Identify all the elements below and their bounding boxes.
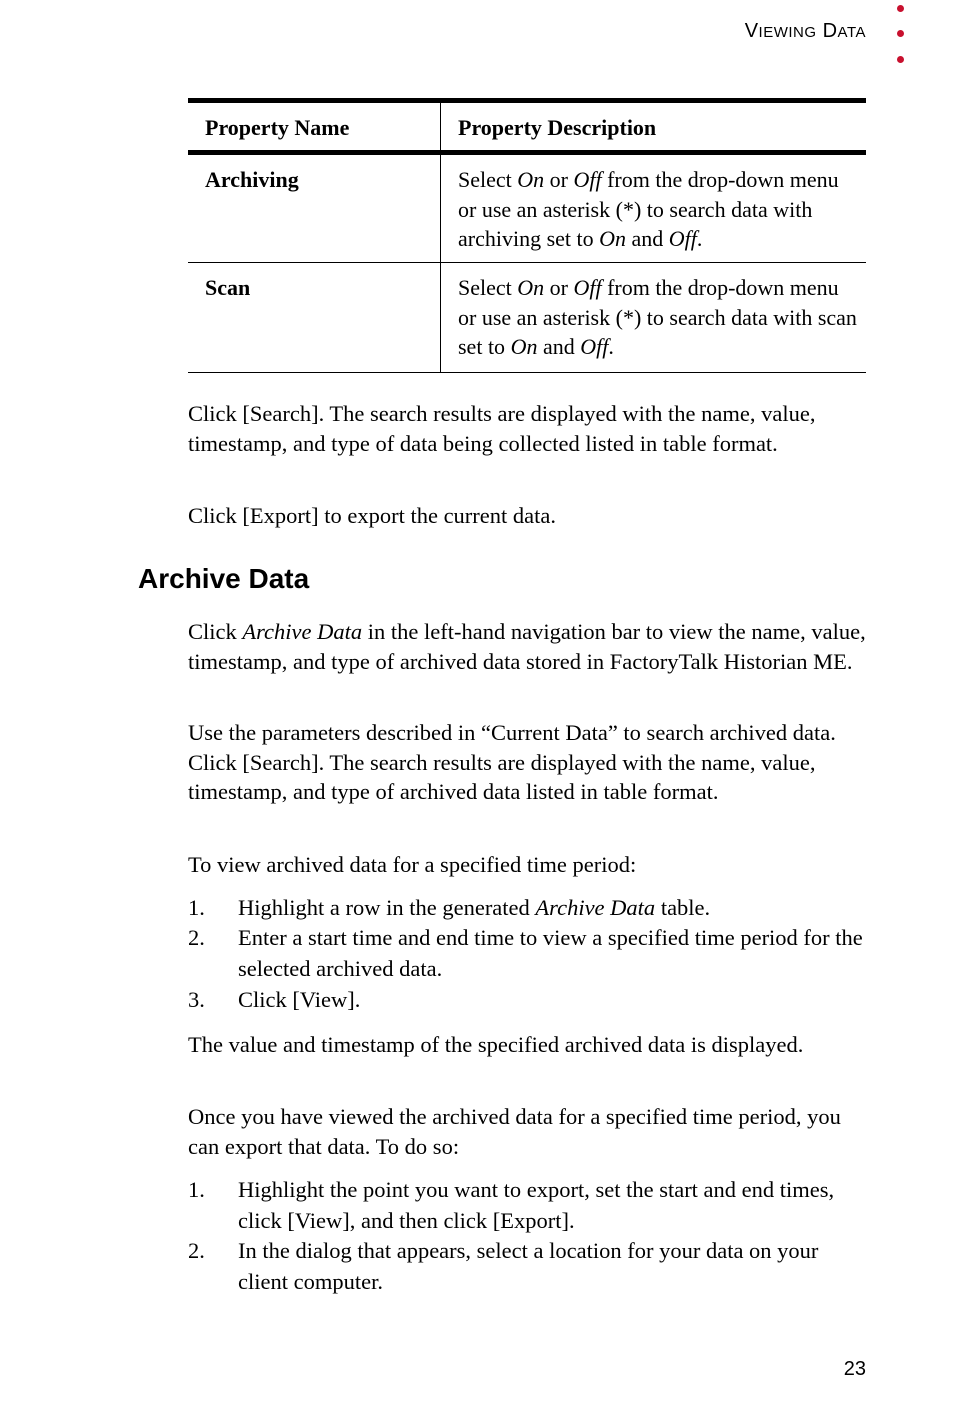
table-row bbox=[188, 153, 866, 263]
list-item: In the dialog that appears, select a location for your data on your client computer. bbox=[238, 1238, 819, 1294]
column-header: Property Description bbox=[441, 101, 867, 153]
body-paragraph: Use the parameters described in “Current Data” to search archived data. Click [Search]. The search results are displayed with the name, value, timestamp, and type of archived data listed in table format. bbox=[188, 720, 836, 804]
list-number: 2. bbox=[188, 1238, 205, 1263]
list-item: Highlight the point you want to export, set the start and end times, click [View], and then click [Export]. bbox=[238, 1177, 835, 1233]
list-item: Enter a start time and end time to view a specified time period for the selected archived data. bbox=[238, 925, 863, 981]
list-item: Highlight a row in the generated Archive Data table. bbox=[238, 895, 711, 920]
property-table bbox=[188, 98, 866, 373]
page-number: 23 bbox=[843, 1358, 866, 1380]
list-number: 2. bbox=[188, 925, 205, 950]
decorative-dot bbox=[897, 56, 904, 63]
section-heading: Archive Data bbox=[138, 563, 310, 594]
property-name: Scan bbox=[188, 263, 441, 373]
body-paragraph: Click [Export] to export the current data. bbox=[188, 503, 556, 528]
list-number: 3. bbox=[188, 987, 205, 1012]
table-row bbox=[188, 263, 866, 373]
body-paragraph: Click Archive Data in the left-hand navigation bar to view the name, value, timestamp, and type of archived data stored in FactoryTalk Historian ME. bbox=[188, 619, 866, 674]
decorative-dot bbox=[897, 5, 904, 12]
decorative-dot bbox=[897, 30, 904, 37]
body-paragraph: The value and timestamp of the specified archived data is displayed. bbox=[188, 1032, 804, 1057]
body-paragraph: Click [Search]. The search results are displayed with the name, value, timestamp, and type of data being collected listed in table format. bbox=[188, 401, 816, 456]
body-paragraph: Once you have viewed the archived data for a specified time period, you can export that data. To do so: bbox=[188, 1104, 841, 1159]
table-header-row bbox=[188, 101, 866, 153]
property-description: Select On or Off from the drop-down menu or use an asterisk (*) to search data with archiving set to On and Off. bbox=[441, 153, 867, 263]
list-number: 1. bbox=[188, 1177, 205, 1202]
property-name: Archiving bbox=[188, 153, 441, 263]
column-header: Property Name bbox=[188, 101, 441, 153]
list-number: 1. bbox=[188, 895, 205, 920]
list-item: Click [View]. bbox=[238, 987, 361, 1012]
body-paragraph: To view archived data for a specified time period: bbox=[188, 852, 637, 877]
running-header-title: VIEWING DATA bbox=[744, 20, 866, 42]
property-description: Select On or Off from the drop-down menu or use an asterisk (*) to search data with scan set to On and Off. bbox=[441, 263, 867, 373]
